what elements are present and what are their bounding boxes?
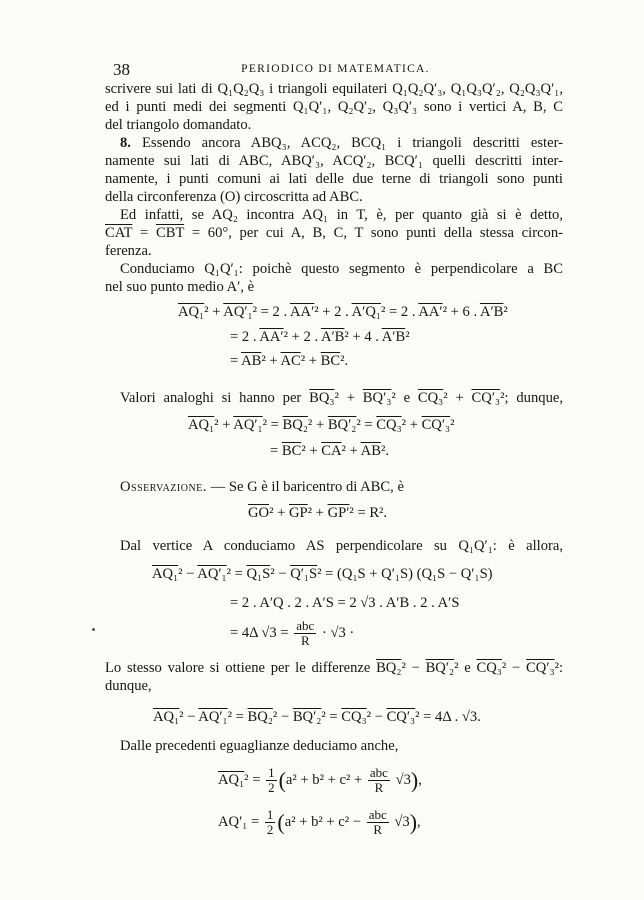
text: ² + bbox=[261, 353, 281, 369]
text-line: namente, i punti comuni ai lati delle due terne di triangoli sono punti bbox=[105, 171, 563, 187]
text: a² + b² + c² − bbox=[284, 814, 365, 830]
text: Essendo ancora ABQ₃, ACQ₂, BCQ₁ i triangoli descritti ester- bbox=[142, 135, 564, 151]
segment: AA′ bbox=[418, 304, 443, 320]
text: ² bbox=[450, 417, 455, 433]
denominator: R bbox=[374, 780, 384, 796]
text: ² + bbox=[300, 353, 321, 369]
text: ² − bbox=[270, 566, 291, 582]
text: ² − bbox=[179, 709, 199, 725]
text: = bbox=[230, 353, 242, 369]
page-number: 38 bbox=[113, 60, 130, 79]
text-line: Dalle precedenti eguaglianze deduciamo anche, bbox=[120, 738, 399, 754]
segment: AQ₁ bbox=[188, 417, 215, 433]
paren: ( bbox=[277, 809, 285, 835]
equation-3-line-2: = 2 . A′Q . 2 . A′S = 2 √3 . A′B . 2 . A′S bbox=[230, 595, 460, 611]
stesso-line bbox=[105, 659, 563, 677]
text-line: nel suo punto medio A′, è bbox=[105, 279, 255, 295]
valori-line bbox=[120, 389, 563, 407]
text: ² + bbox=[269, 505, 289, 521]
segment: $\overline{GO}$ bbox=[248, 505, 270, 521]
fraction bbox=[367, 808, 389, 837]
text: ² + bbox=[214, 417, 234, 433]
text: ² = bbox=[321, 709, 342, 725]
segment: BQ′₂ bbox=[327, 417, 357, 433]
text-line: dunque, bbox=[105, 678, 152, 694]
text: ² = bbox=[227, 709, 248, 725]
segment: AQ₁ bbox=[178, 304, 205, 320]
text: ² + bbox=[307, 505, 328, 521]
text: ² + bbox=[204, 304, 224, 320]
text: ² e bbox=[454, 660, 477, 676]
text: ² + bbox=[307, 417, 328, 433]
numerator: abc bbox=[369, 765, 388, 781]
numerator: abc bbox=[296, 618, 315, 634]
equation-1-line-3 bbox=[230, 352, 348, 370]
text: ² = R². bbox=[349, 505, 388, 521]
text: ²: bbox=[554, 660, 564, 676]
segment: CQ′₃ bbox=[471, 390, 501, 406]
text: ² − bbox=[501, 660, 527, 676]
denominator: 2 bbox=[266, 822, 274, 838]
text: — Se G è il baricentro di ABC, è bbox=[206, 479, 404, 495]
equation-5-line-2 bbox=[218, 804, 421, 840]
segment: AA′ bbox=[289, 304, 315, 320]
text: ² = bbox=[356, 417, 377, 433]
segment: CQ′₃ bbox=[386, 709, 416, 725]
denominator: R bbox=[373, 822, 383, 838]
text: ² + 2 . bbox=[314, 304, 352, 320]
segment: A′Q₁ bbox=[351, 304, 381, 320]
text: ² − bbox=[401, 660, 426, 676]
text: ² + bbox=[401, 417, 422, 433]
segment: CQ′₃ bbox=[421, 417, 451, 433]
text: ² + 2 . bbox=[283, 329, 321, 345]
segment: Q₁S bbox=[246, 566, 271, 582]
segment: AA′ bbox=[259, 329, 284, 345]
text-line: scrivere sui lati di Q₁Q₂Q₃ i triangoli equilateri Q₁Q₂Q′₃, Q₁Q₃Q′₂, Q₂Q₃Q′₁, bbox=[105, 81, 563, 97]
segment: $\overline{AB}$ bbox=[241, 353, 262, 369]
text: ² = 2 . bbox=[380, 304, 419, 320]
text: , bbox=[417, 814, 421, 830]
section-number: 8. bbox=[120, 135, 131, 151]
paren: ) bbox=[409, 809, 418, 835]
text: ² bbox=[244, 772, 249, 788]
segment: AQ₁ bbox=[152, 566, 179, 582]
remark-label: Osservazione. bbox=[120, 479, 207, 495]
segment: $\overline{BC}$ bbox=[320, 353, 341, 369]
segment: CQ₃ bbox=[376, 417, 402, 433]
segment: Q′₁S bbox=[290, 566, 318, 582]
equation-1-line-2 bbox=[230, 328, 410, 346]
segment: AQ′₁ bbox=[223, 304, 253, 320]
text: AQ′₁ bbox=[218, 814, 248, 830]
equation-5-line-1 bbox=[218, 762, 422, 798]
text: ² + 6 . bbox=[442, 304, 480, 320]
text: , bbox=[418, 772, 422, 788]
segment: BQ₂ bbox=[247, 709, 273, 725]
fraction-half bbox=[265, 808, 276, 837]
equation-4 bbox=[153, 708, 481, 726]
text: ². bbox=[340, 353, 349, 369]
text: ² − bbox=[366, 709, 387, 725]
angle-line bbox=[105, 224, 563, 242]
running-title: PERIODICO DI MATEMATICA. bbox=[241, 63, 430, 75]
text-line: namente sui lati di ABC, ABQ′₃, ACQ′₂, BCQ′₁ quelli descritti inter- bbox=[105, 153, 563, 169]
segment: AQ′₁ bbox=[198, 709, 228, 725]
fraction bbox=[294, 619, 316, 648]
text: = bbox=[248, 772, 265, 788]
text: ²; dunque, bbox=[500, 390, 563, 406]
section-8-first-line bbox=[120, 134, 563, 152]
text: ² + bbox=[443, 390, 472, 406]
segment: $\overline{AC}$ bbox=[280, 353, 301, 369]
osservazione-equation bbox=[248, 504, 387, 522]
segment: BQ₂ bbox=[376, 660, 402, 676]
text: ² = 4Δ . √3. bbox=[415, 709, 481, 725]
text: = bbox=[132, 225, 156, 241]
paren: ( bbox=[278, 767, 286, 793]
segment: BQ₃ bbox=[309, 390, 335, 406]
text: √3 bbox=[391, 772, 411, 788]
segment: AQ′₁ bbox=[197, 566, 227, 582]
numerator: 1 bbox=[268, 765, 275, 781]
text-line: Ed infatti, se AQ₂ incontra AQ₁ in T, è, per quanto già si è detto, bbox=[120, 207, 563, 223]
segment: $\overline{AB}$ bbox=[360, 443, 381, 459]
segment: GP′ bbox=[327, 505, 350, 521]
denominator: 2 bbox=[268, 780, 275, 796]
segment: AQ′₁ bbox=[233, 417, 263, 433]
numerator: abc bbox=[368, 807, 387, 823]
segment: CQ₃ bbox=[417, 390, 444, 406]
segment: A′B bbox=[479, 304, 504, 320]
equation-2-line-2 bbox=[270, 442, 389, 460]
text: · √3 · bbox=[318, 625, 355, 641]
text: = 2 . bbox=[230, 329, 260, 345]
segment: CQ₃ bbox=[341, 709, 367, 725]
text: ² + 4 . bbox=[344, 329, 382, 345]
page-header bbox=[113, 60, 558, 80]
angle-cbt: $\overline{CBT}$ bbox=[155, 225, 185, 241]
segment: $\overline{CA}$ bbox=[321, 443, 342, 459]
equation-2-line-1 bbox=[188, 416, 455, 434]
angle-cat: $\overline{CAT}$ bbox=[105, 225, 133, 241]
text-line: della circonferenza (O) circoscritta ad ABC. bbox=[105, 189, 363, 205]
segment: BQ₂ bbox=[282, 417, 308, 433]
text: ² bbox=[405, 329, 410, 345]
text: = 60°, per cui A, B, C, T sono punti della stessa circon- bbox=[184, 225, 563, 241]
equation-1-line-1 bbox=[178, 303, 508, 321]
osservazione-line bbox=[120, 478, 404, 496]
segment: A′B bbox=[381, 329, 406, 345]
text: a² + b² + c² + bbox=[285, 772, 366, 788]
text-line: Conduciamo Q₁Q′₁: poichè questo segmento è perpendicolare a BC bbox=[120, 261, 563, 277]
text: ² = bbox=[226, 566, 247, 582]
text: √3 bbox=[390, 814, 410, 830]
segment: BQ′₂ bbox=[425, 660, 455, 676]
denominator: R bbox=[300, 633, 310, 649]
text: ² + bbox=[334, 390, 363, 406]
segment: AQ₁ bbox=[218, 772, 245, 788]
fraction bbox=[368, 766, 390, 795]
text: ². bbox=[380, 443, 389, 459]
scan-speck bbox=[92, 628, 95, 631]
text-line: del triangolo domandato. bbox=[105, 117, 252, 133]
text: = bbox=[247, 814, 263, 830]
segment: AQ₁ bbox=[153, 709, 180, 725]
text: ² = 2 . bbox=[252, 304, 290, 320]
paren: ) bbox=[410, 767, 419, 793]
equation-3-line-1 bbox=[152, 565, 493, 583]
text: ² − bbox=[178, 566, 198, 582]
text: ² e bbox=[391, 390, 418, 406]
text-line: ed i punti medi dei segmenti Q₁Q′₁, Q₂Q′₂, Q₃Q′₃ sono i vertici A, B, C bbox=[105, 99, 563, 115]
text: ² = bbox=[262, 417, 283, 433]
text: ² − bbox=[272, 709, 293, 725]
text: = bbox=[270, 443, 282, 459]
segment: $\overline{GP}$ bbox=[289, 505, 308, 521]
text: = 4Δ √3 = bbox=[230, 625, 293, 641]
segment: CQ′₃ bbox=[526, 660, 555, 676]
text: Lo stesso valore si ottiene per le differenze bbox=[105, 660, 377, 676]
segment: BQ′₃ bbox=[362, 390, 392, 406]
text-line: ferenza. bbox=[105, 243, 152, 259]
text: Valori analoghi si hanno per bbox=[120, 390, 310, 406]
fraction-half bbox=[266, 766, 277, 795]
segment: A′B bbox=[320, 329, 345, 345]
text: ² + bbox=[341, 443, 361, 459]
text: ² bbox=[503, 304, 508, 320]
text: ² = (Q₁S + Q′₁S) (Q₁S − Q′₁S) bbox=[317, 566, 493, 582]
text: ² + bbox=[301, 443, 322, 459]
numerator: 1 bbox=[266, 807, 274, 823]
text-line: Dal vertice A conduciamo AS perpendicolare su Q₁Q′₁: è allora, bbox=[120, 538, 563, 554]
segment: BQ′₂ bbox=[292, 709, 322, 725]
equation-3-line-3 bbox=[230, 619, 354, 648]
segment: $\overline{BC}$ bbox=[281, 443, 302, 459]
segment: CQ₃ bbox=[476, 660, 502, 676]
